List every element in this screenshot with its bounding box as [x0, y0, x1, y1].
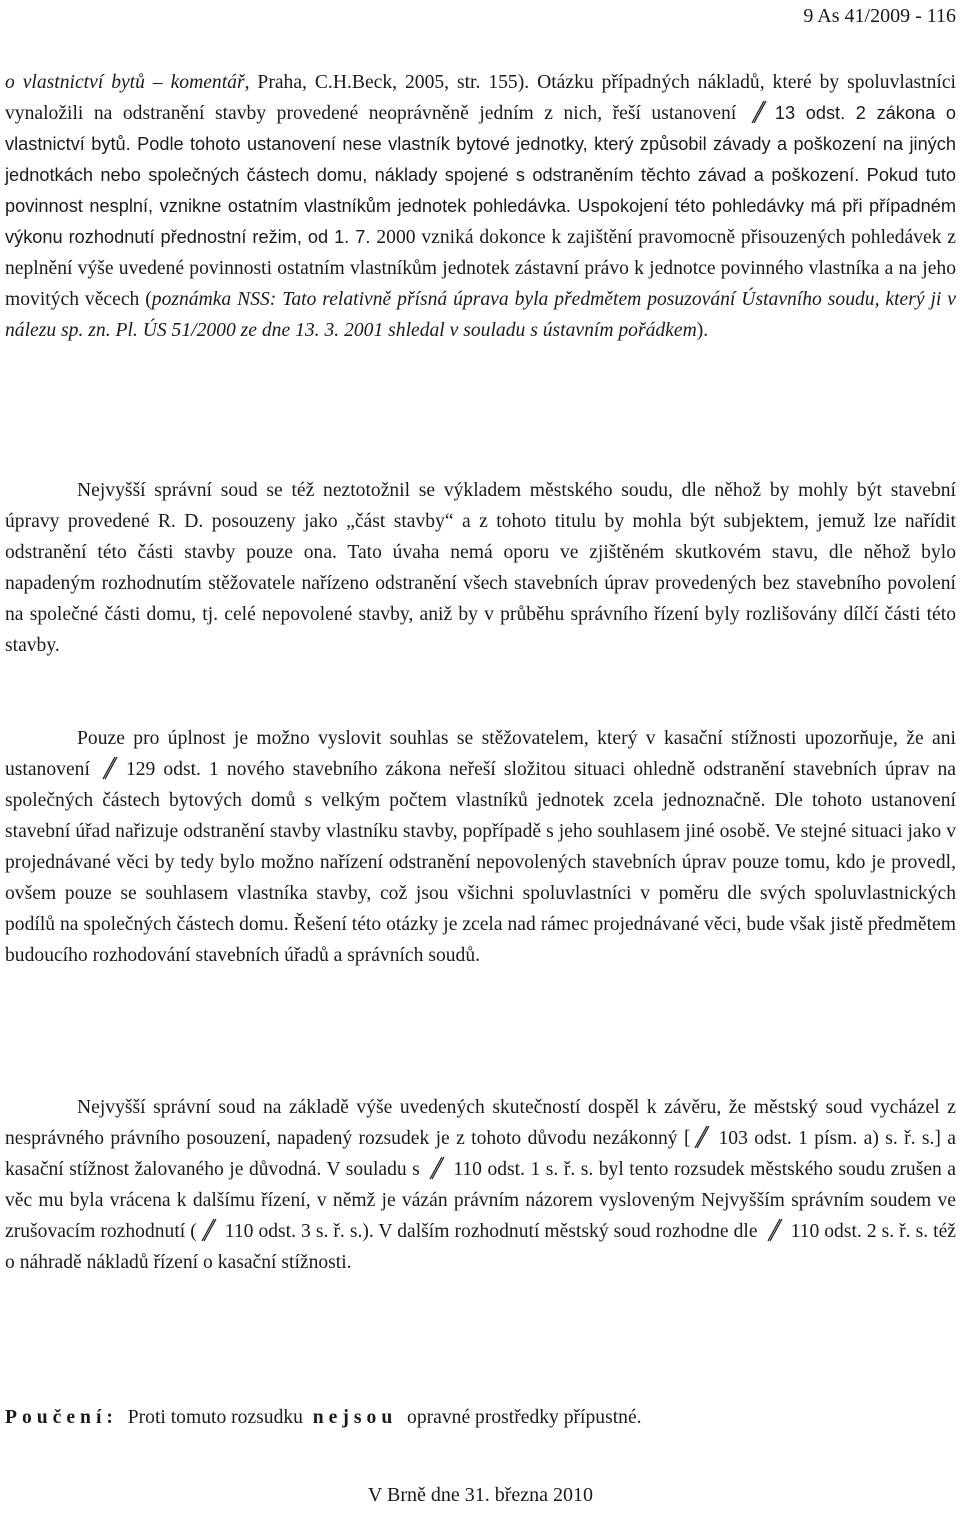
- court-note-italic: poznámka NSS: Tato relativně přísná úprava byla předmětem posuzování Ústavního soudu, který ji v nálezu sp. zn. Pl. ÚS 51/2000 ze dne 13. 3. 2001 shledal v souladu s ústavním pořádkem: [5, 289, 956, 341]
- instruction-emphasis: nejsou: [312, 1407, 398, 1428]
- text-span: Pouze pro úplnost je možno vyslovit souhlas se stěžovatelem, který v kasační stížnosti upozorňuje, že ani ustanovení: [5, 728, 956, 780]
- text-span: 103 odst. 1 písm. a) s. ř. s.] a kasační stížnost žalovaného je důvodná. V souladu s: [5, 1128, 956, 1180]
- section-sign-icon: [100, 755, 120, 781]
- paragraph-conclusion: [5, 1092, 956, 1278]
- text-span: Podle tohoto ustanovení nese vlastník bytové jednotky, který způsobil závady a poškození na jiných jednotkách nebo společných částech domu, náklady spojené s odstraněním těchto závad a poškození. Pokud tuto povinnost nesplní, vznikne ostatním vlastníkům jednotek pohledávka. Uspokojení této pohledávky má při případném výkonu rozhodnutí přednostní režim, od 1. 7.: [5, 134, 956, 247]
- citation-italic: o vlastnictví bytů – komentář: [5, 72, 245, 93]
- place-and-date: V Brně dne 31. března 2010: [367, 1484, 594, 1506]
- legal-instruction: [5, 1402, 956, 1433]
- text-span: Nejvyšší správní soud na základě výše uvedených skutečností dospěl k závěru, že městský soud vycházel z nesprávného právního posouzení, napadený rozsudek je z tohoto důvodu nezákonný [: [5, 1097, 956, 1149]
- text-span: 110 odst. 3 s. ř. s.). V dalším rozhodnutí městský soud rozhodne dle: [224, 1221, 758, 1242]
- section-sign-icon: [427, 1155, 447, 1181]
- section-sign-icon: [765, 1217, 785, 1243]
- text-span: 110 odst. 2 s. ř. s. též o náhradě nákladů řízení o kasační stížnosti.: [5, 1221, 957, 1273]
- instruction-label: Poučení:: [5, 1407, 118, 1428]
- section-sign-icon: [199, 1217, 219, 1243]
- text-span: 110 odst. 1 s. ř. s. byl tento rozsudek městského soudu zrušen a věc mu byla vrácena k dalšímu řízení, v němž je vázán právním názorem vysloveným Nejvyšším správním soudem ve zrušovacím rozhodnutí (: [5, 1159, 956, 1242]
- instruction-text: opravné prostředky přípustné.: [407, 1407, 642, 1428]
- text-span: , Praha, C.H.Beck, 2005, str. 155). Otázku případných nákladů, které by spoluvlastníci vynaložili na odstranění stavby provedené neoprávněně jedním z nich, řeší ustanovení: [5, 72, 956, 124]
- text-span: 13 odst. 2 zákona o vlastnictví bytů.: [5, 103, 957, 154]
- text-span: ).: [696, 320, 709, 341]
- paragraph-commentary: [5, 67, 956, 346]
- case-reference: 9 As 41/2009 - 116: [803, 5, 956, 27]
- paragraph-part-of-building: Nejvyšší správní soud se též neztotožnil se výkladem městského soudu, dle něhož by mohly být stavební úpravy provedené R. D. posouzeny jako „část stavby“ a z tohoto titulu by mohla být subjektem, jemuž lze nařídit odstranění této části stavby pouze ona. Tato úvaha nemá oporu ve zjištěném skutkovém stavu, dle něhož bylo napadeným rozhodnutím stěžovatele nařízeno odstranění všech stavebních úprav provedených bez stavebního povolení na společné části domu, tj. celé nepovolené stavby, aniž by v průběhu správního řízení byly rozlišovány dílčí části této stavby.: [5, 480, 956, 656]
- instruction-text: Proti tomuto rozsudku: [127, 1407, 303, 1428]
- section-sign-icon: [692, 1124, 712, 1150]
- text-span: 2000 vzniká dokonce k zajištění pravomocně přisouzených pohledávek z neplnění výše uvedené povinnosti ostatním vlastníkům jednotek zástavní právo k jednotce povinného vlastníka a na jeho movitých věcech (: [5, 227, 956, 310]
- text-span: 129 odst. 1 nového stavebního zákona neřeší složitou situaci ohledně odstranění stavebních úprav na společných částech bytových domů s velkým počtem vlastníků jednotek zcela jednoznačně. Dle tohoto ustanovení stavební úřad nařizuje odstranění stavby vlastníku stavby, popřípadě s jeho souhlasem jiné osobě. Ve stejné situaci jako v projednávané věci by tedy bylo možno nařízení odstranění nepovolených stavebních úprav pouze tomu, kdo je provedl, ovšem pouze se souhlasem vlastníka stavby, což jsou všichni spoluvlastníci v poměru dle svých spoluvlastnických podílů na společných částech domu. Řešení této otázky je zcela nad rámec projednávané věci, bude však jistě předmětem budoucího rozhodování stavebních úřadů a správních soudů.: [5, 759, 956, 966]
- section-sign-icon: [749, 99, 769, 125]
- paragraph-building-act: [5, 723, 956, 971]
